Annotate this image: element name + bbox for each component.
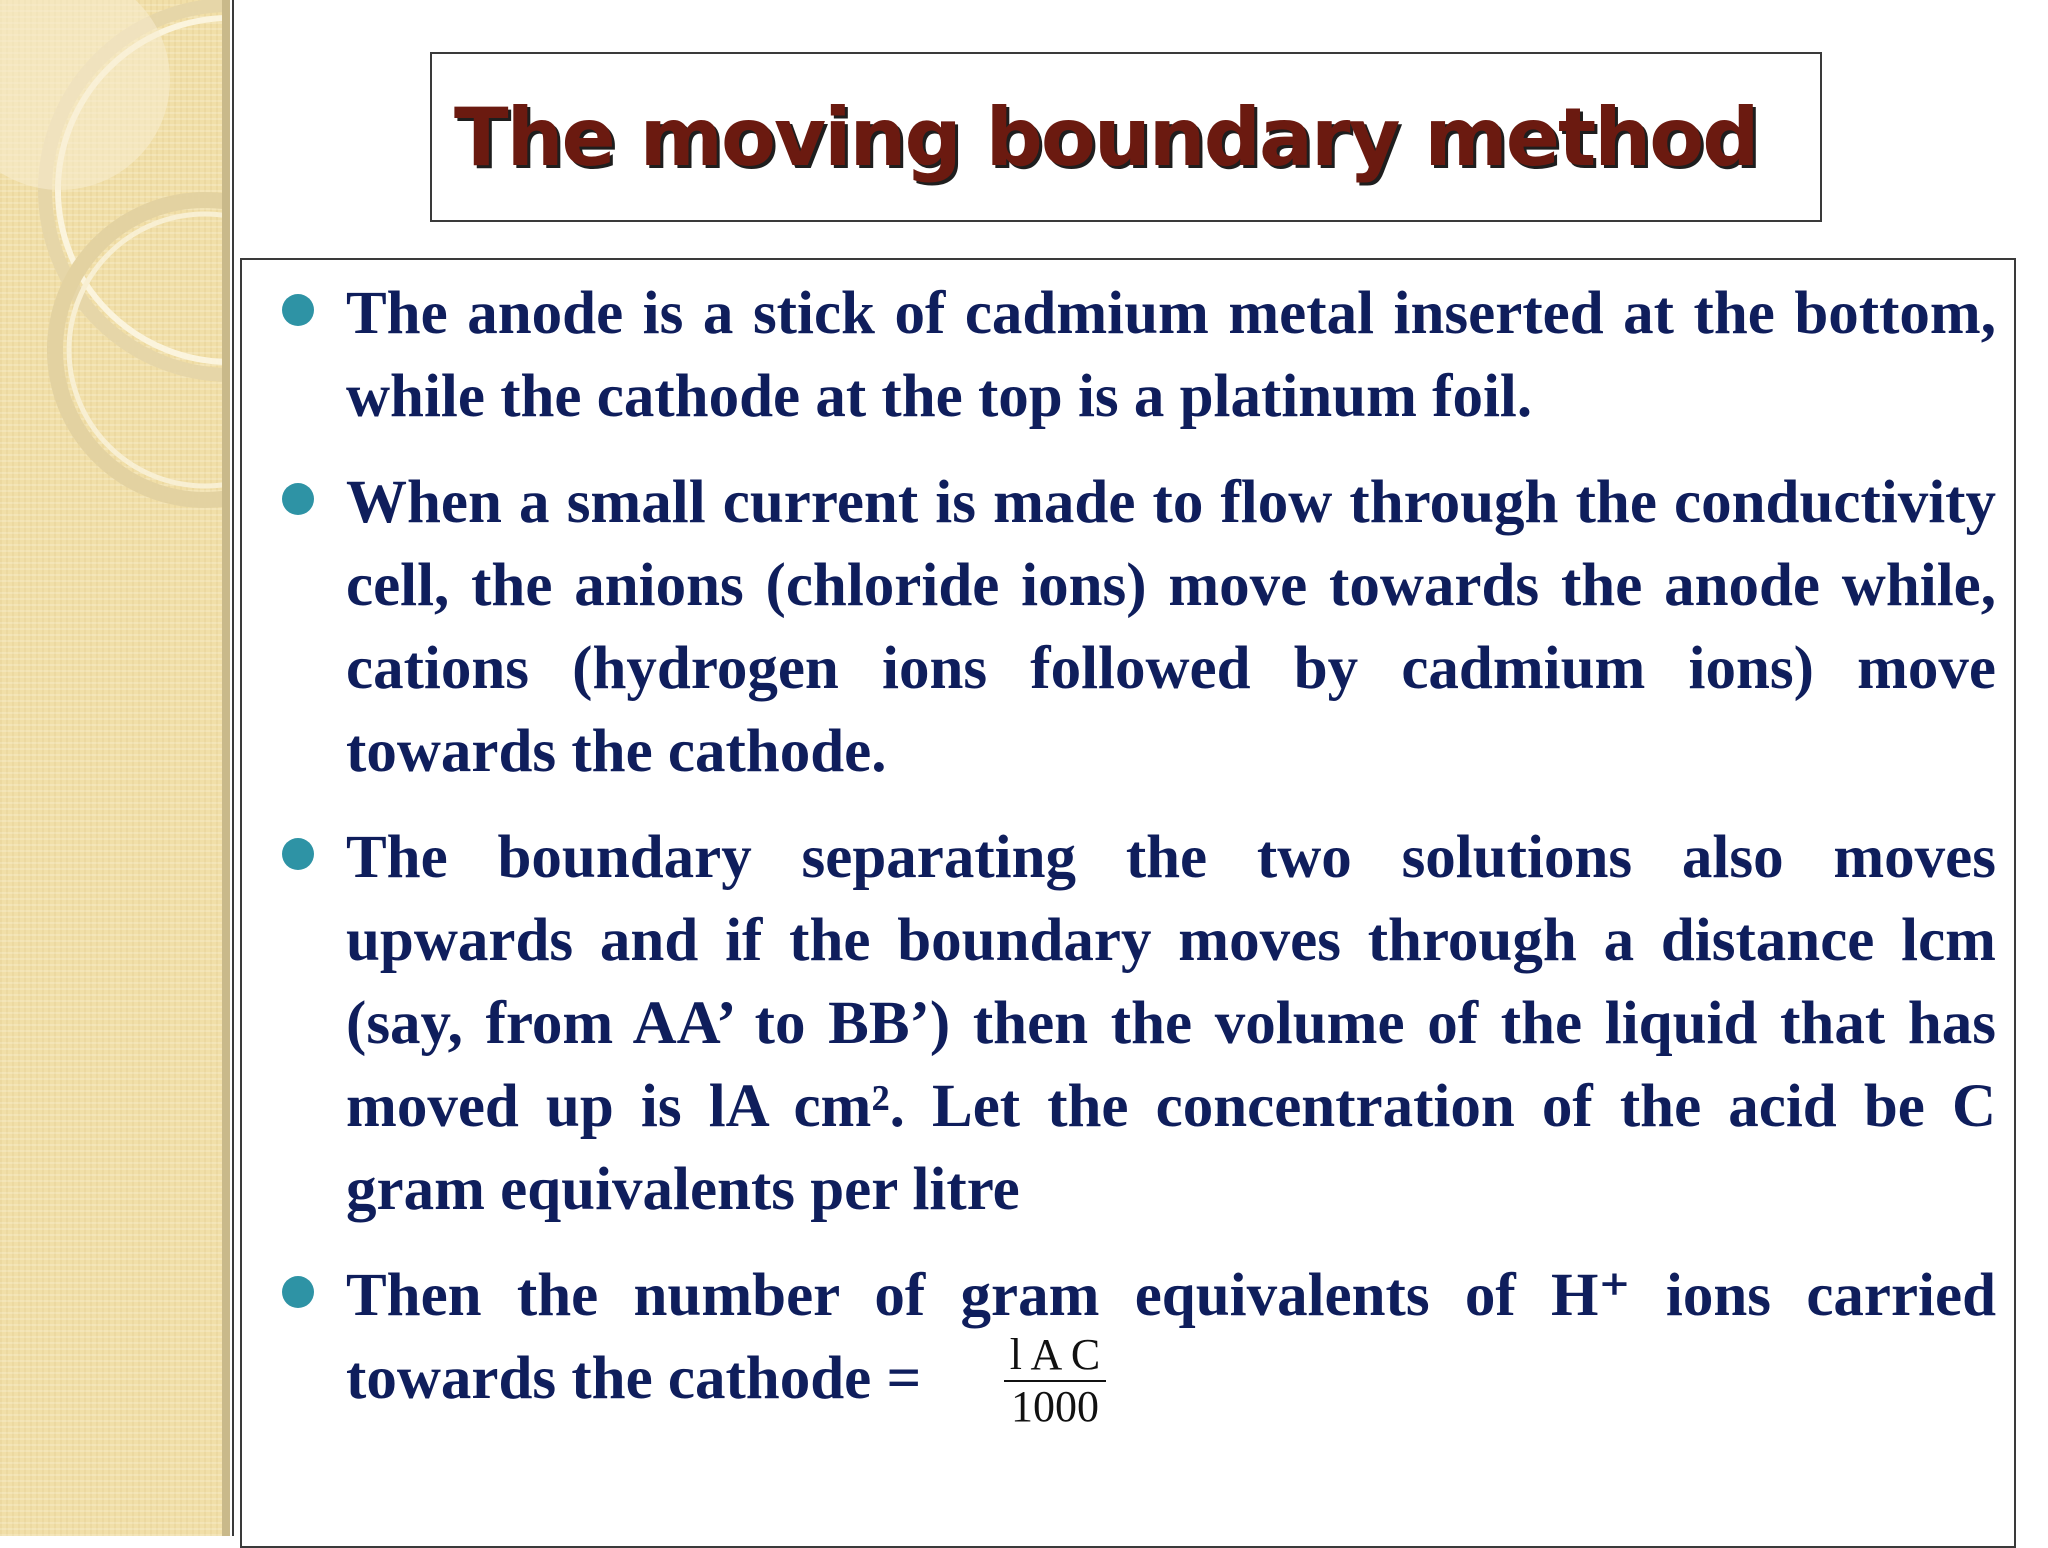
bullet-item bbox=[346, 1254, 1996, 1420]
bullet-list bbox=[346, 272, 1996, 1443]
decorative-sidebar bbox=[0, 0, 228, 1536]
sidebar-divider bbox=[232, 0, 234, 1536]
bullet-dot-icon bbox=[282, 294, 314, 326]
bullet-item bbox=[346, 272, 1996, 438]
title-box bbox=[430, 52, 1822, 222]
bullet-item bbox=[346, 816, 1996, 1231]
formula-fraction bbox=[1000, 1330, 1110, 1432]
bullet-dot-icon bbox=[282, 838, 314, 870]
bullet-item bbox=[346, 461, 1996, 793]
bullet-dot-icon bbox=[282, 1276, 314, 1308]
bullet-text: Then the number of gram equivalents of H⁺ ions carried towards the cathode = bbox=[346, 1262, 1996, 1412]
bullet-text: When a small current is made to flow through the conductivity cell, the anions (chloride ions) move towards the anode while, cations (hydrogen ions followed by cadmium ions) move towards the cathode. bbox=[346, 469, 1996, 785]
slide-title: The moving boundary method bbox=[454, 90, 1758, 184]
sidebar-edge bbox=[222, 0, 230, 1536]
formula-denominator: 1000 bbox=[1011, 1382, 1099, 1431]
bullet-text: The boundary separating the two solutions also moves upwards and if the boundary moves through a distance lcm (say, from AA’ to BB’) then the volume of the liquid that has moved up is lA cm². Let the concentration of the acid be C gram equivalents per litre bbox=[346, 824, 1996, 1223]
decorative-rings-icon bbox=[0, 0, 228, 520]
bullet-text: The anode is a stick of cadmium metal inserted at the bottom, while the cathode at the top is a platinum foil. bbox=[346, 280, 1996, 430]
bullet-dot-icon bbox=[282, 483, 314, 515]
formula-numerator: l A C bbox=[1009, 1330, 1101, 1379]
